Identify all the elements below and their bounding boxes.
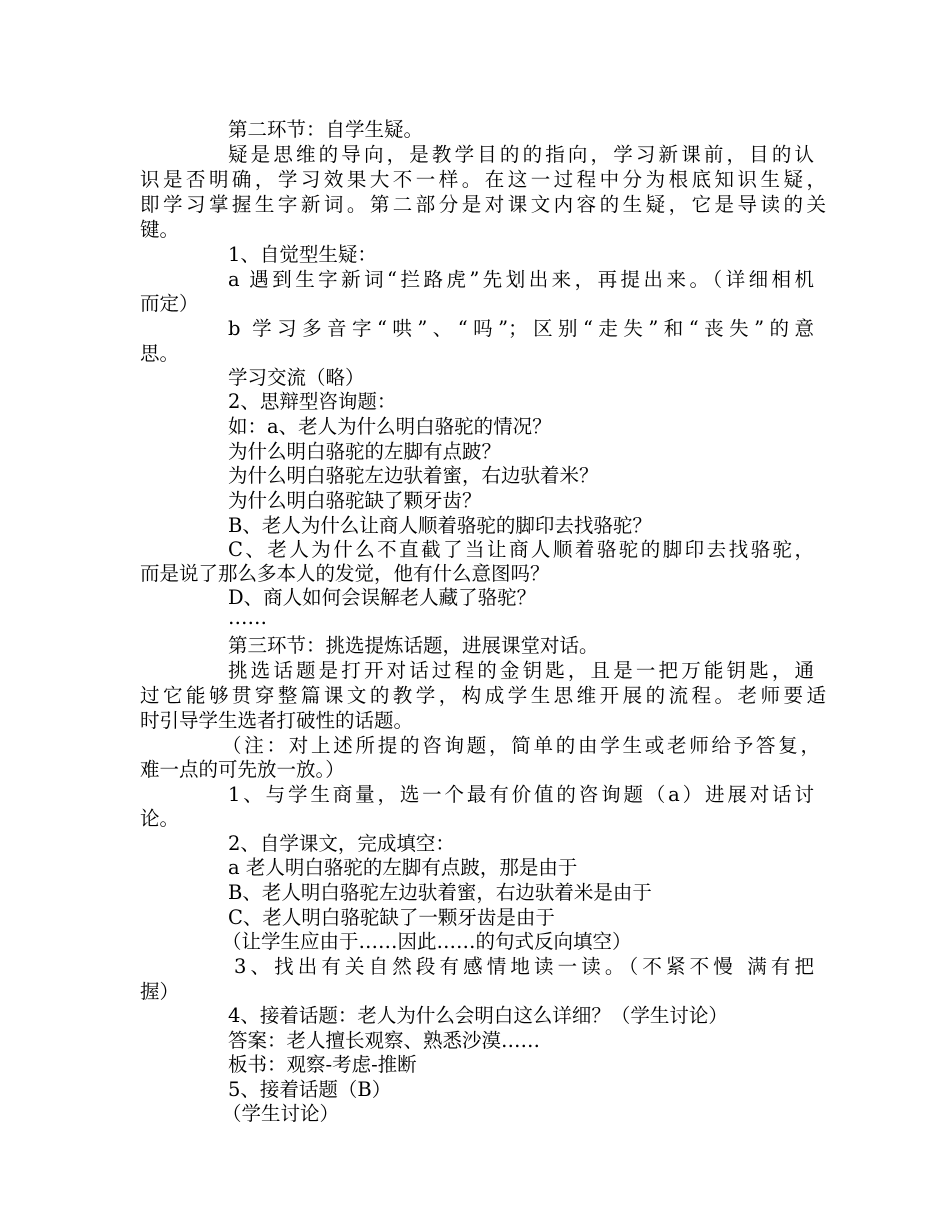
paragraph-line: 而定） — [140, 292, 199, 315]
note-line: 难一点的可先放一放。） — [140, 758, 345, 781]
list-item: 1、自觉型生疑： — [228, 243, 377, 266]
paragraph-line: 疑是思维的导向，是教学目的的指向，学习新课前，目的认 — [228, 143, 814, 166]
question-line: 而是说了那么多本人的发觉，他有什么意图吗？ — [140, 562, 550, 585]
paragraph-line: 时引导学生选者打破性的话题。 — [140, 709, 414, 732]
fill-blank-line: B、老人明白骆驼左边驮着蜜，右边驮着米是由于 — [228, 881, 652, 904]
section-heading: 第三环节：挑选提炼话题，进展课堂对话。 — [228, 634, 599, 657]
question-line: 为什么明白骆驼左边驮着蜜，右边驮着米？ — [228, 464, 599, 487]
list-item: 1、与学生商量，选一个最有价值的咨询题（a）进展对话讨 — [228, 783, 814, 806]
paragraph-line: 学习交流（略） — [228, 366, 365, 389]
question-line: 为什么明白骆驼的左脚有点跛？ — [228, 440, 502, 463]
list-item: 4、接着话题：老人为什么会明白这么详细？（学生讨论） — [228, 1004, 728, 1027]
list-item: 2、自学课文，完成填空： — [228, 832, 455, 855]
fill-blank-line: a 老人明白骆驼的左脚有点跛，那是由于 — [228, 856, 578, 879]
paragraph-line: 论。 — [140, 807, 180, 830]
list-item: b 学习多音字“哄”、“吗”；区别“走失”和“丧失”的意 — [228, 317, 814, 340]
list-item: 5、接着话题（B） — [228, 1078, 392, 1101]
ellipsis-line: …… — [228, 606, 267, 629]
note-line: （让学生应由于……因此……的句式反向填空） — [222, 930, 632, 953]
blackboard-line: 板书：观察-考虑-推断 — [228, 1053, 417, 1076]
question-line: 为什么明白骆驼缺了颗牙齿？ — [228, 489, 482, 512]
paragraph-line: 识是否明确，学习效果大不一样。在这一过程中分为根底知识生疑， — [140, 168, 826, 191]
section-heading: 第二环节：自学生疑。 — [228, 118, 424, 141]
paragraph-line: 过它能够贯穿整篇课文的教学，构成学生思维开展的流程。老师要适 — [140, 684, 826, 707]
question-line: D、商人如何会误解老人藏了骆驼？ — [228, 586, 537, 609]
paragraph-line: 挑选话题是打开对话过程的金钥匙，且是一把万能钥匙，通 — [228, 659, 814, 682]
note-line: （注：对上述所提的咨询题，简单的由学生或老师给予答复， — [222, 734, 820, 757]
question-line: 如：a、老人为什么明白骆驼的情况？ — [228, 415, 552, 438]
question-line: C、老人为什么不直截了当让商人顺着骆驼的脚印去找骆驼， — [228, 538, 814, 561]
list-item: a 遇到生字新词“拦路虎”先划出来，再提出来。（详细相机 — [228, 268, 814, 291]
answer-line: 答案：老人擅长观察、熟悉沙漠…… — [228, 1029, 541, 1052]
list-item: 3、找出有关自然段有感情地读一读。（不紧不慢 满有把 — [234, 955, 814, 978]
question-line: B、老人为什么让商人顺着骆驼的脚印去找骆驼？ — [228, 514, 652, 537]
paragraph-line: 思。 — [140, 342, 180, 365]
paragraph-line: 键。 — [140, 218, 180, 241]
paragraph-line: 握） — [140, 980, 180, 1003]
paragraph-line: 即学习掌握生字新词。第二部分是对课文内容的生疑，它是导读的关 — [140, 193, 826, 216]
list-item: 2、思辩型咨询题： — [228, 390, 397, 413]
note-line: （学生讨论） — [222, 1102, 340, 1125]
fill-blank-line: C、老人明白骆驼缺了一颗牙齿是由于 — [228, 906, 555, 929]
